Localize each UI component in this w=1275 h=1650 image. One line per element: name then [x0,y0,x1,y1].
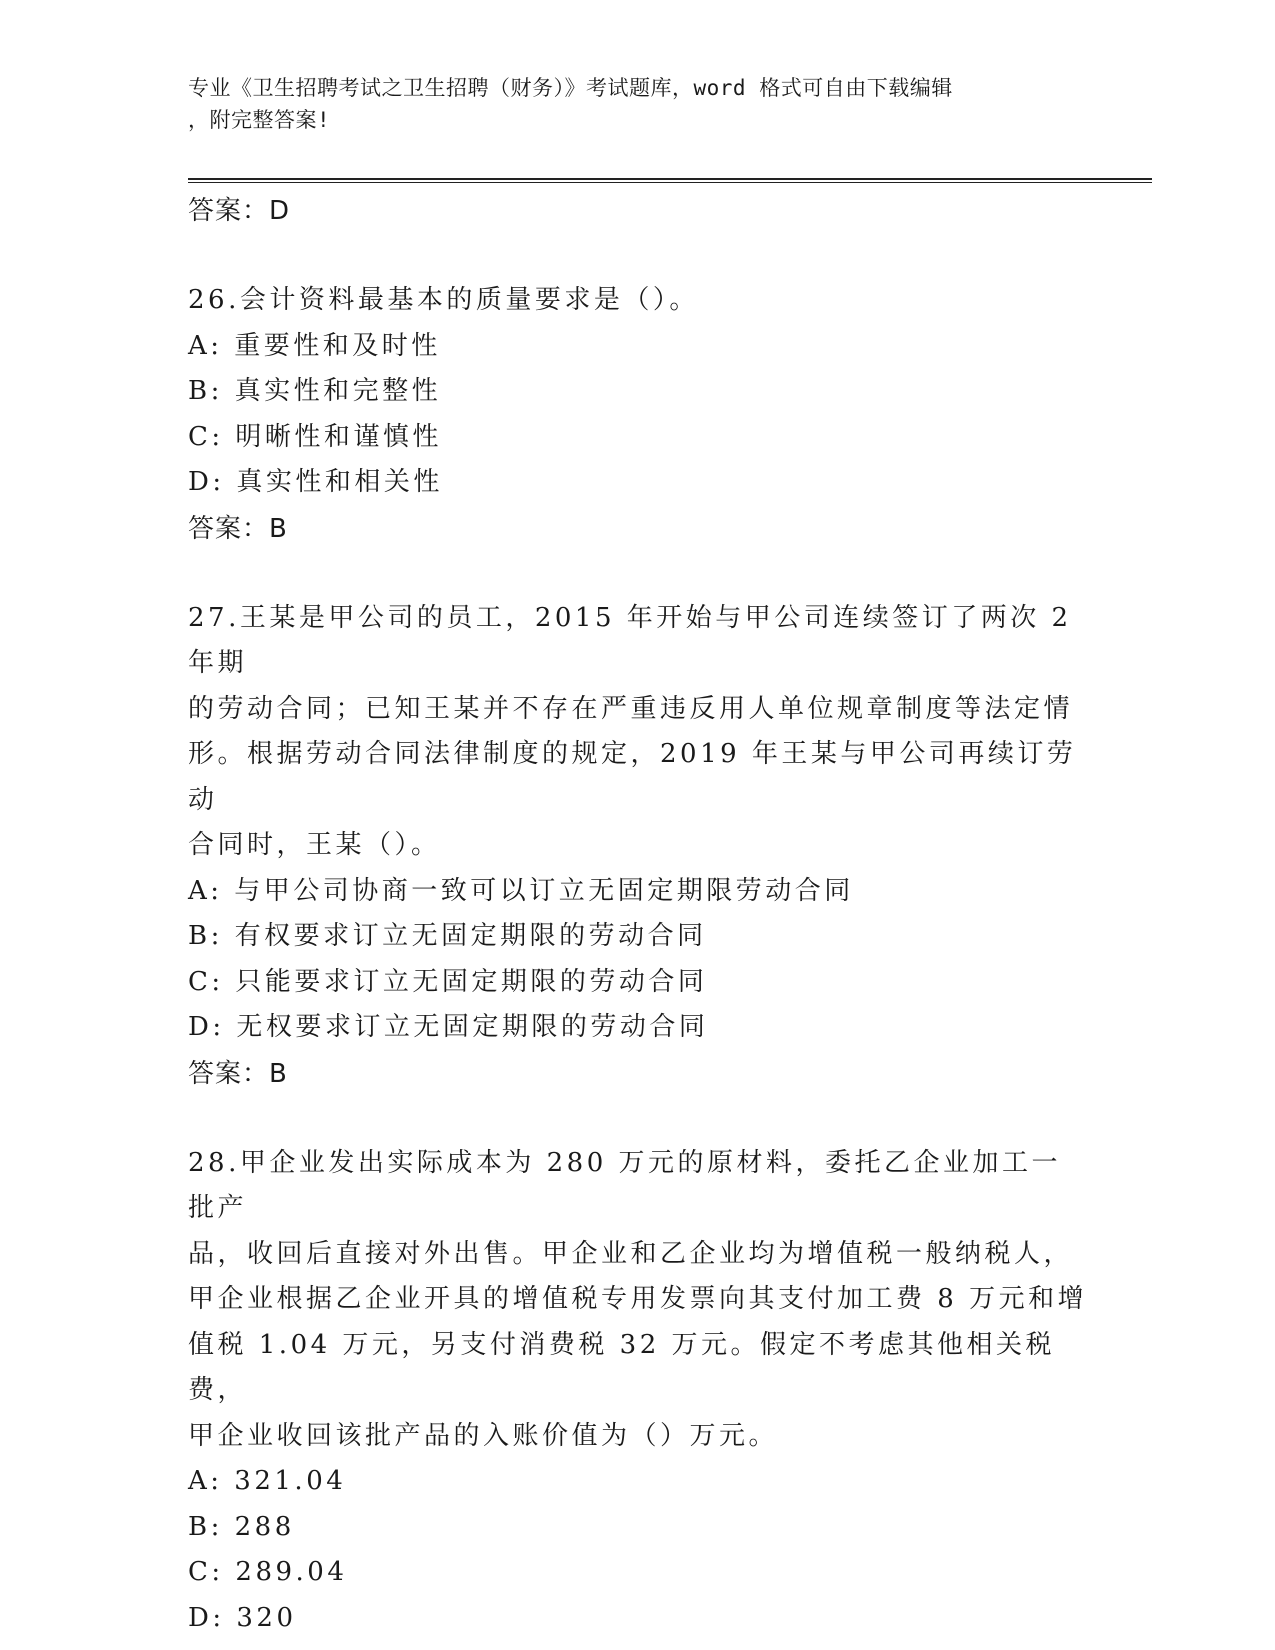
question-26-option-d: D: 真实性和相关性 [188,467,443,497]
question-28-line-3: 甲企业根据乙企业开具的增值税专用发票向其支付加工费 8 万元和增 [188,1284,1088,1314]
question-27-line-1: 27.王某是甲公司的员工，2015 年开始与甲公司连续签订了两次 2 年期 [188,602,1072,678]
question-27-option-b: B: 有权要求订立无固定期限的劳动合同 [188,921,707,951]
header-line-1: 专业《卫生招聘考试之卫生招聘（财务）》考试题库，word 格式可自由下载编辑 [188,76,953,100]
question-27-option-a: A: 与甲公司协商一致可以订立无固定期限劳动合同 [188,875,854,906]
answer-26: 答案：B [188,513,288,544]
question-26-option-b: B: 真实性和完整性 [188,376,442,406]
question-27-line-2: 的劳动合同；已知王某并不存在严重违反用人单位规章制度等法定情 [188,693,1074,724]
question-26-text: 26.会计资料最基本的质量要求是（）。 [188,285,699,315]
question-26-option-a: A: 重要性和及时性 [188,330,441,361]
question-27-line-4: 合同时，王某（）。 [188,830,441,860]
question-27-line-3: 形。根据劳动合同法律制度的规定，2019 年王某与甲公司再续订劳动 [188,739,1077,815]
document-header [188,72,1088,136]
header-divider [188,178,1152,183]
header-line-2: ，附完整答案! [188,108,331,132]
answer-25: 答案：D [188,196,291,226]
question-27 [188,596,1088,1097]
question-27-option-d: D: 无权要求订立无固定期限的劳动合同 [188,1012,709,1042]
question-28-option-d: D: 320 [188,1602,297,1633]
question-28-line-4: 值税 1.04 万元，另支付消费税 32 万元。假定不考虑其他相关税费， [188,1329,1056,1405]
question-28-option-c: C: 289.04 [188,1557,348,1587]
question-content [188,188,1088,1641]
question-27-option-c: C: 只能要求订立无固定期限的劳动合同 [188,966,708,997]
spacer [188,1097,1088,1141]
question-28-option-a: A: 321.04 [188,1466,347,1496]
answer-27: 答案：B [188,1058,288,1089]
question-28-line-5: 甲企业收回该批产品的入账价值为（）万元。 [188,1420,779,1451]
question-26-option-c: C: 明晰性和谨慎性 [188,421,442,452]
question-26 [188,278,1088,552]
question-28-option-b: B: 288 [188,1511,295,1542]
spacer [188,234,1088,278]
question-28-line-2: 品，收回后直接对外出售。甲企业和乙企业均为增值税一般纳税人， [188,1238,1074,1269]
question-28 [188,1141,1088,1642]
question-28-line-1: 28.甲企业发出实际成本为 280 万元的原材料，委托乙企业加工一批产 [188,1147,1062,1223]
spacer [188,552,1088,596]
